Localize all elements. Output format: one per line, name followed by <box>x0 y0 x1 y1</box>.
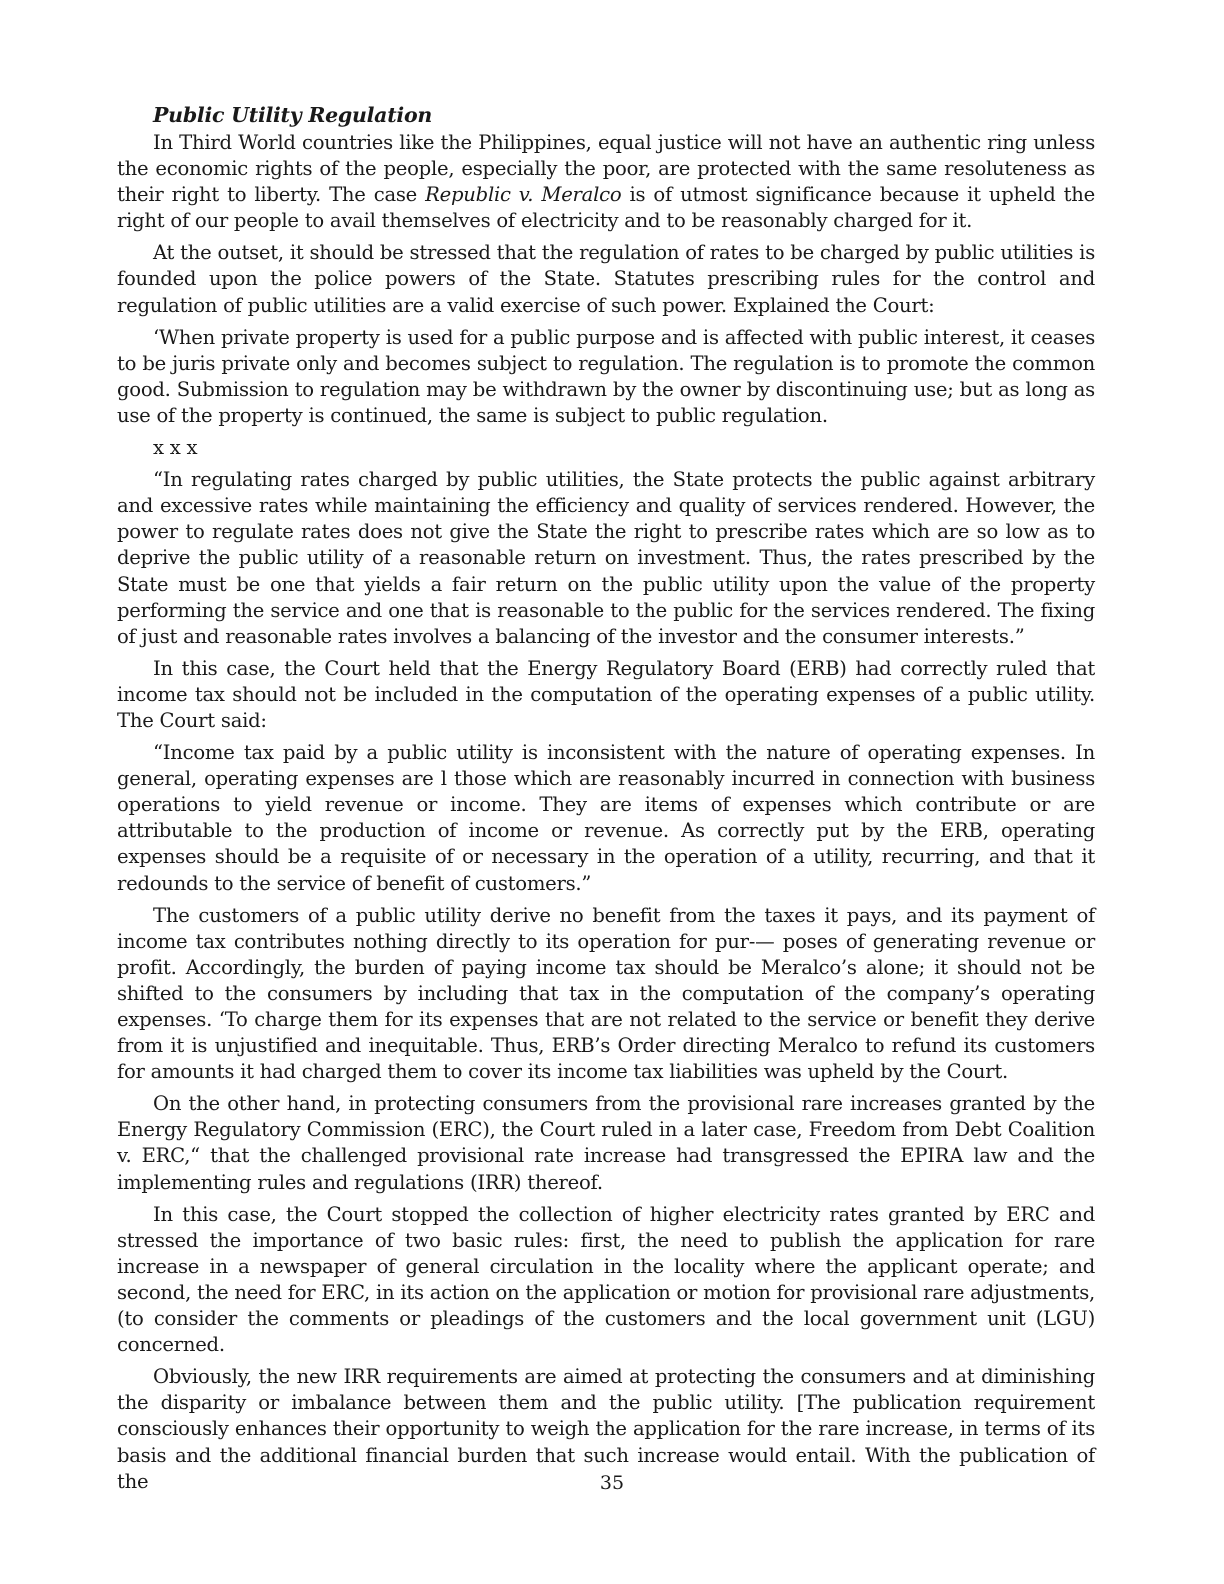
paragraph-erb-ruling: In this case, the Court held that the Energy Regulatory Board (ERB) had correctly ruled that income tax should not be included in the computation of the operating expenses of a public utility. The Court said: <box>117 656 1095 732</box>
quote-regulating-rates: “In regulating rates charged by public utilities, the State protects the public against arbitrary and excessive rates while maintaining the efficiency and quality of services rendered. However, the power to regulate rates does not give the State the right to prescribe rates which are so low as to deprive the public utility of a reasonable return on investment. Thus, the rates prescribed by the State must be one that yields a fair return on the public utility upon the value of the property performing the service and one that is reasonable to the public for the services rendered. The fixing of just and reasonable rates involves a balancing of the investor and the consumer interests.” <box>117 468 1095 648</box>
paragraph-customers-benefit: The customers of a public utility derive no benefit from the taxes it pays, and its payment of income tax contributes nothing directly to its operation for pur-— poses of generating revenue or profit. Accordingly, the burden of paying income tax should be Meralco’s alone; it should not be shifted to the consumers by including that tax in the computation of the company’s operating expenses. ‘To charge them for its expenses that are not related to the service or benefit they derive from it is unjustified and inequitable. Thus, ERB’s Order directing Meralco to refund its customers for amounts it had charged them to cover its income tax liabilities was upheld by the Court. <box>117 903 1095 1084</box>
paragraph-police-power: At the outset, it should be stressed that the regulation of rates to be charged by public utilities is founded upon the police powers of the State. Statutes prescribing rules for the control and regulation of public utilities are a valid exercise of such power. Explained the Court: <box>117 241 1095 317</box>
page-number: 35 <box>599 1472 625 1494</box>
quote-income-tax: “Income tax paid by a public utility is inconsistent with the nature of operating expenses. In general, operating expenses are l those which are reasonably incurred in connection with business operations to yield revenue or income. They are items of expenses which contribute or are attributable to the production of income or revenue. As correctly put by the ERB, operating expenses should be a requisite of or necessary in the operation of a utility, recurring, and that it redounds to the service of benefit of customers.” <box>117 741 1095 895</box>
section-heading: Public Utility Regulation <box>153 103 433 127</box>
paragraph-intro <box>117 130 1095 234</box>
quote-private-property: ‘When private property is used for a public purpose and is affected with public interest, it ceases to be juris private only and becomes subject to regulation. The regulation is to promote the common good. Submission to regulation may be withdrawn by the owner by discontinuing use; but as long as use of the property is continued, the same is subject to public regulation. <box>117 325 1095 427</box>
paragraph-two-basic-rules: In this case, the Court stopped the collection of higher electricity rates granted by ERC and stressed the importance of two basic rules: first, the need to publish the application for rare increase in a newspaper of general circulation in the locality where the applicant operate; and second, the need for ERC, in its action on the application or motion for provisional rare adjustments, (to consider the comments or pleadings of the customers and the local government unit (LGU) concerned. <box>117 1202 1095 1357</box>
paragraph-irr-requirements: Obviously, the new IRR requirements are aimed at protecting the consumers and at diminishing the disparity or imbalance between them and the public utility. [The publication requirement consciously enhances their opportunity to weigh the application for the rare increase, in terms of its basis and the additional financial burden that such increase would entail. With the publication of the <box>117 1365 1095 1493</box>
document-page <box>117 100 1095 1499</box>
case-name: Republic v. Meralco <box>425 183 622 207</box>
omission-marker: x x x <box>153 436 198 460</box>
paragraph-intro-text-a: In Third World countries like the Philippines, equal justice will not have an authentic ring unless the economic rights of the people, especially the poor, are protected with the same resoluteness as their right to liberty. The case <box>117 131 1095 207</box>
paragraph-intro-text-b: is of utmost significance because it upheld the right of our people to avail themselves of electricity and to be reasonably charged for it. <box>117 183 1095 233</box>
paragraph-erc-case: On the other hand, in protecting consumers from the provisional rare increases granted by the Energy Regulatory Commission (ERC), the Court ruled in a later case, Freedom from Debt Coalition v. ERC,“ that the challenged provisional rate increase had transgressed the EPIRA law and the implementing rules and regulations (IRR) thereof. <box>117 1092 1095 1194</box>
